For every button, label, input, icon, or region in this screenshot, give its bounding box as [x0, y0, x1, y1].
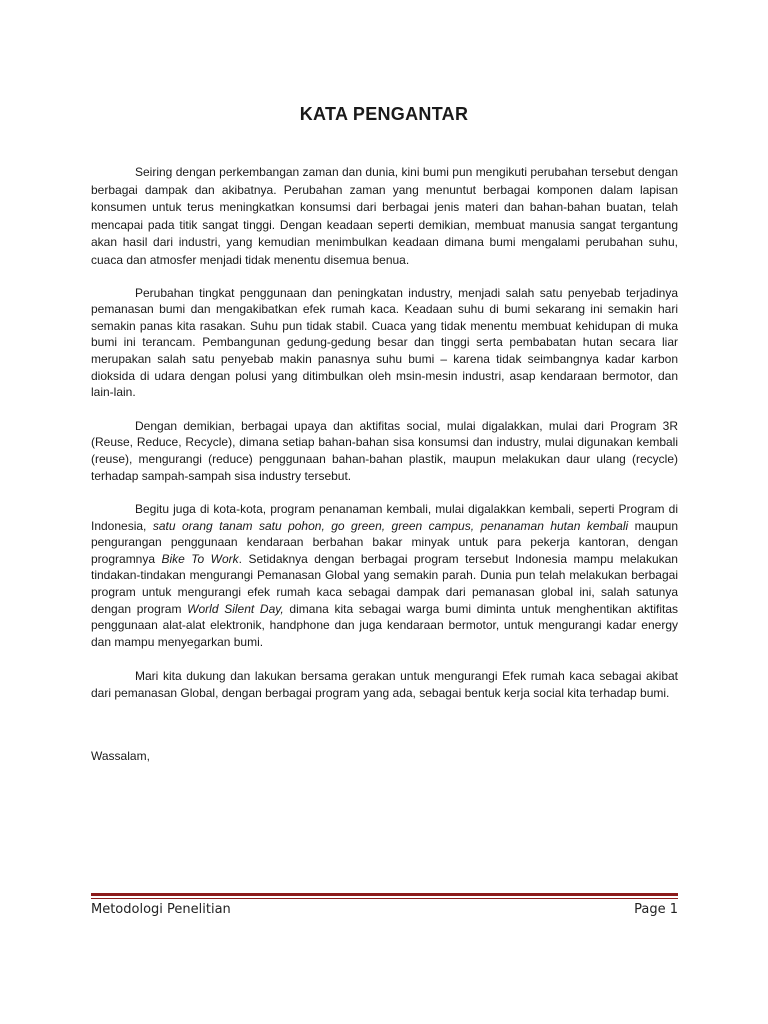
paragraph-4	[91, 501, 678, 650]
paragraph-1	[91, 164, 678, 270]
text-run: Perubahan tingkat penggunaan dan peningkatan industry, menjadi salah satu penyebab terjadinya pemanasan bumi dan mengakibatkan efek rumah kaca. Keadaan suhu di bumi sekarang ini semakin hari semakin panas kita rasakan. Suhu pun tidak stabil. Cuaca yang tidak menentu membuat kehidupan di muka bumi ini terancam. Pembangunan gedung-gedung besar dan tinggi serta pembabatan hutan secara liar merupakan salah satu penyebab makin panasnya suhu bumi – karena tidak seimbangnya kadar karbon dioksida di udara dengan polusi yang ditimbulkan oleh msin-mesin industri, asap kendaraan bermotor, dan lain-lain.	[91, 285, 678, 400]
footer-document-label: Metodologi Penelitian	[91, 902, 231, 917]
body-text	[91, 164, 678, 718]
text-run: dimana kita sebagai warga bumi diminta untuk menghentikan aktifitas penggunaan alat-alat elektronik, handphone dan juga kendaraan bermotor, untuk mengurangi kadar energy dan mampu menyegarkan bumi.	[91, 601, 678, 649]
text-run: Mari kita dukung dan lakukan bersama gerakan untuk mengurangi Efek rumah kaca sebagai akibat dari pemanasan Global, dengan berbagai program yang ada, sebagai bentuk kerja social kita terhadap bumi.	[91, 669, 678, 701]
footer-divider	[91, 893, 678, 899]
text-run: . Setidaknya dengan berbagai program tersebut Indonesia mampu melakukan tindakan-tindakan mengurangi Pemanasan Global yang semakin parah. Dunia pun telah melakukan berbagai program untuk mengurangi efek rumah kaca sebagai dampak dari pemanasan global ini, salah satunya dengan program	[91, 551, 678, 616]
footer-divider-thin	[91, 898, 678, 899]
closing-salutation: Wassalam,	[91, 749, 150, 763]
footer-page-number: Page 1	[634, 902, 678, 917]
text-run: Seiring dengan perkembangan zaman dan dunia, kini bumi pun mengikuti perubahan tersebut dengan berbagai dampak dan akibatnya. Perubahan zaman yang menuntut berbagai komponen dalam lapisan konsumen untuk terus meningkatkan konsumsi dari berbagai jenis materi dan bahan-bahan buatan, telah mencapai pada titik sangat tinggi. Dengan keadaan seperti demikian, membuat manusia sangat tergantung akan hasil dari industri, yang kemudian menimbulkan keadaan dimana bumi mengalami perubahan suhu, cuaca dan atmosfer menjadi tidak menentu disemua benua.	[91, 165, 678, 267]
paragraph-2	[91, 285, 678, 401]
italic-text-run: Bike To Work	[161, 551, 239, 566]
paragraph-3	[91, 418, 678, 484]
text-run: Dengan demikian, berbagai upaya dan aktifitas social, mulai digalakkan, mulai dari Program 3R (Reuse, Reduce, Recycle), dimana setiap bahan-bahan sisa konsumsi dan industry, mulai digunakan kembali (reuse), mengurangi (reduce) penggunaan bahan-bahan plastik, maupun melakukan daur ulang (recycle) terhadap sampah-sampah sisa industry tersebut.	[91, 418, 678, 483]
paragraph-5	[91, 668, 678, 701]
footer-divider-thick	[91, 893, 678, 896]
page-title: KATA PENGANTAR	[299, 104, 469, 124]
text-run: maupun pengurangan penggunaan kendaraan berbahan bakar minyak untuk para pekerja kantoran, dengan programnya	[91, 518, 678, 566]
italic-text-run: World Silent Day,	[187, 601, 284, 616]
text-run: Begitu juga di kota-kota, program penanaman kembali, mulai digalakkan kembali, seperti Program di Indonesia,	[91, 502, 678, 533]
italic-text-run: satu orang tanam satu pohon, go green, green campus, penanaman hutan kembali	[152, 518, 629, 533]
